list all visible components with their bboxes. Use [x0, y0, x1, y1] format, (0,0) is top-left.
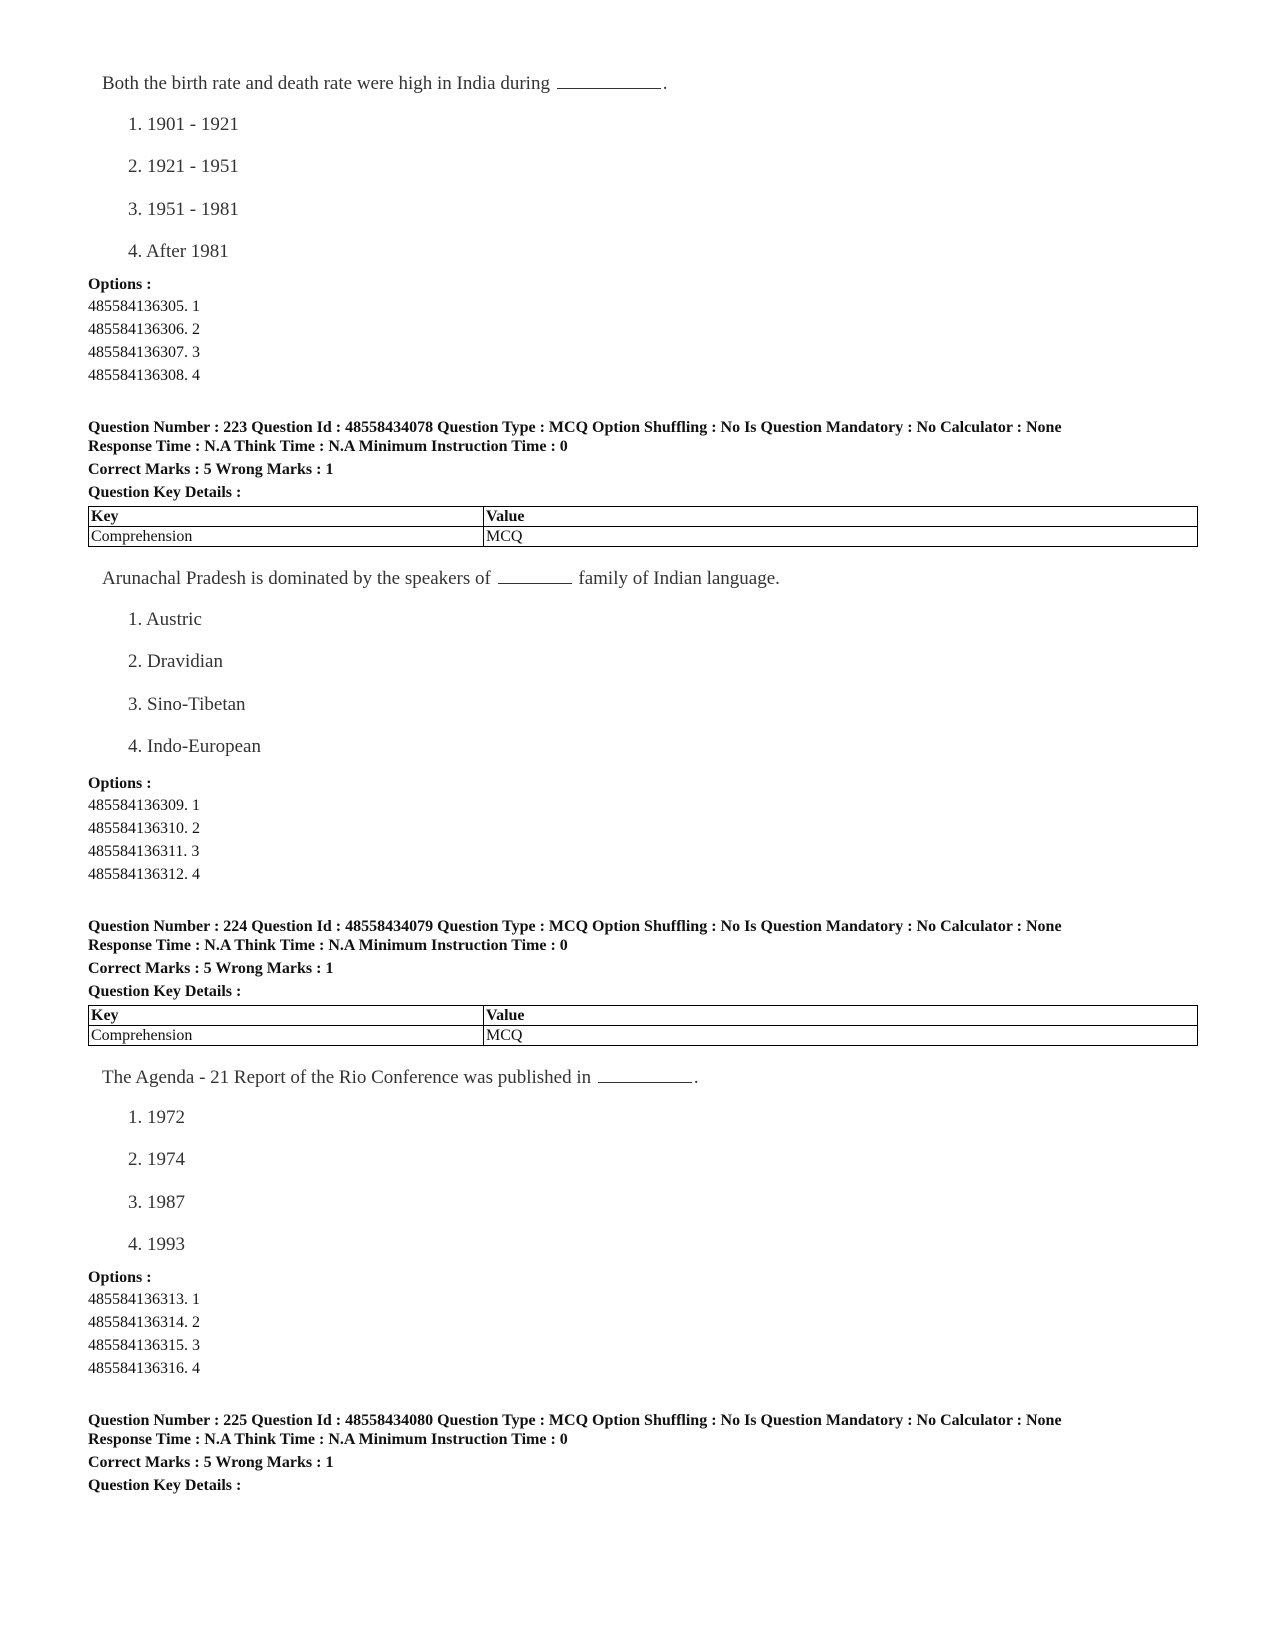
choice-4: 4. Indo-European — [128, 736, 261, 757]
choice-1: 1. 1972 — [128, 1107, 185, 1128]
marks-line: Correct Marks : 5 Wrong Marks : 1 — [88, 960, 334, 977]
table-header-key: Key — [89, 1006, 484, 1026]
table-header-row — [89, 1006, 1198, 1026]
answer-blank — [498, 567, 572, 584]
option-id: 485584136305. 1 — [88, 298, 200, 315]
choice-2: 2. Dravidian — [128, 651, 223, 672]
option-id: 485584136307. 3 — [88, 344, 200, 361]
option-id: 485584136308. 4 — [88, 367, 200, 384]
question-meta-line: Response Time : N.A Think Time : N.A Minimum Instruction Time : 0 — [88, 438, 568, 455]
question-text-part: The Agenda - 21 Report of the Rio Conference was published in — [102, 1067, 592, 1088]
table-cell-key: Comprehension — [89, 1026, 484, 1046]
choice-4: 4. 1993 — [128, 1234, 185, 1255]
key-details-table — [88, 506, 1198, 547]
choice-3: 3. Sino-Tibetan — [128, 694, 246, 715]
options-label: Options : — [88, 276, 152, 293]
question-text-part: . — [693, 1067, 699, 1088]
question-meta-line: Question Number : 224 Question Id : 48558434079 Question Type : MCQ Option Shuffling : No Is Question Mandatory : No Calculator : None — [88, 918, 1062, 935]
choice-2: 2. 1921 - 1951 — [128, 156, 239, 177]
key-details-table — [88, 1005, 1198, 1046]
table-cell-value: MCQ — [484, 527, 1198, 547]
table-header-key: Key — [89, 507, 484, 527]
option-id: 485584136311. 3 — [88, 843, 200, 860]
option-id: 485584136306. 2 — [88, 321, 200, 338]
choice-1: 1. 1901 - 1921 — [128, 114, 239, 135]
table-header-value: Value — [484, 1006, 1198, 1026]
question-text-part: Both the birth rate and death rate were high in India during — [102, 73, 550, 94]
question-meta-line: Question Number : 225 Question Id : 48558434080 Question Type : MCQ Option Shuffling : No Is Question Mandatory : No Calculator : None — [88, 1412, 1062, 1429]
choice-3: 3. 1987 — [128, 1192, 185, 1213]
table-cell-key: Comprehension — [89, 527, 484, 547]
question-text-part: . — [662, 73, 668, 94]
question-meta-line: Response Time : N.A Think Time : N.A Minimum Instruction Time : 0 — [88, 937, 568, 954]
option-id: 485584136314. 2 — [88, 1314, 200, 1331]
option-id: 485584136316. 4 — [88, 1360, 200, 1377]
table-header-value: Value — [484, 507, 1198, 527]
question-meta-line: Question Number : 223 Question Id : 48558434078 Question Type : MCQ Option Shuffling : No Is Question Mandatory : No Calculator : None — [88, 419, 1062, 436]
question-text-part: Arunachal Pradesh is dominated by the speakers of — [102, 568, 491, 589]
question-text-part: family of Indian language. — [578, 568, 780, 589]
table-header-row — [89, 507, 1198, 527]
key-details-label: Question Key Details : — [88, 484, 242, 501]
question-222-text — [102, 72, 667, 95]
choice-1: 1. Austric — [128, 609, 202, 630]
marks-line: Correct Marks : 5 Wrong Marks : 1 — [88, 1454, 334, 1471]
question-meta-line: Response Time : N.A Think Time : N.A Minimum Instruction Time : 0 — [88, 1431, 568, 1448]
answer-blank — [557, 72, 661, 89]
marks-line: Correct Marks : 5 Wrong Marks : 1 — [88, 461, 334, 478]
table-row — [89, 527, 1198, 547]
option-id: 485584136312. 4 — [88, 866, 200, 883]
choice-3: 3. 1951 - 1981 — [128, 199, 239, 220]
option-id: 485584136313. 1 — [88, 1291, 200, 1308]
choice-4: 4. After 1981 — [128, 241, 229, 262]
options-label: Options : — [88, 775, 152, 792]
question-224-text — [102, 1066, 699, 1089]
table-row — [89, 1026, 1198, 1046]
options-label: Options : — [88, 1269, 152, 1286]
key-details-label: Question Key Details : — [88, 1477, 242, 1494]
key-details-label: Question Key Details : — [88, 983, 242, 1000]
question-223-text — [102, 567, 780, 590]
option-id: 485584136310. 2 — [88, 820, 200, 837]
choice-2: 2. 1974 — [128, 1149, 185, 1170]
option-id: 485584136315. 3 — [88, 1337, 200, 1354]
table-cell-value: MCQ — [484, 1026, 1198, 1046]
answer-blank — [598, 1066, 692, 1083]
option-id: 485584136309. 1 — [88, 797, 200, 814]
